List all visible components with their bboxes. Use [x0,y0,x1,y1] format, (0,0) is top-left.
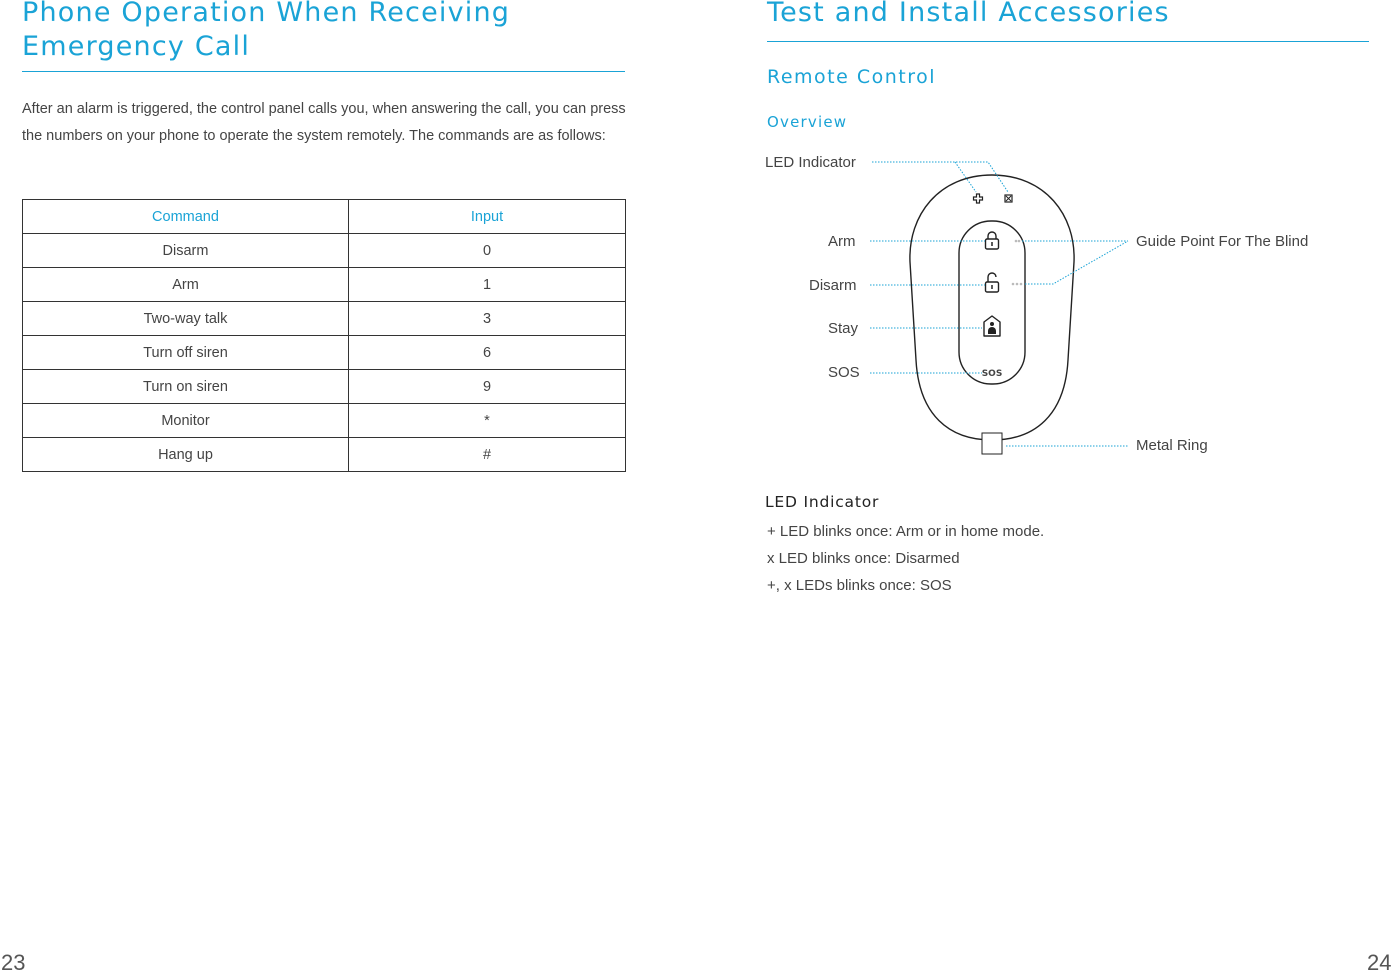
right-page-title: Test and Install Accessories [767,0,1170,28]
table-cell-command: Turn on siren [23,370,349,404]
metal-ring [982,433,1002,454]
table-cell-command: Monitor [23,404,349,438]
led-plus-icon [974,194,983,203]
leader-lines [870,162,1128,446]
page-number-left: 23 [1,950,26,975]
led-line: +, x LEDs blinks once: SOS [767,577,952,594]
guide-point-dots [1012,240,1023,286]
table-cell-input: # [349,438,626,472]
label-guide-point: Guide Point For The Blind [1136,233,1309,250]
leader-led-indicator [872,162,1008,192]
intro-paragraph: After an alarm is triggered, the control panel calls you, when answering the call, you can press the numbers on your phone to operate the system remotely. The commands are as follows: [22,101,626,144]
stay-button-home-icon [984,316,1000,336]
table-header-command: Command [23,200,349,234]
leader-guide-point-disarm [1025,241,1128,284]
table-cell-command: Arm [23,268,349,302]
left-page-title-line1: Phone Operation When Receiving [22,0,511,28]
led-indicator-heading: LED Indicator [765,493,880,511]
table-cell-input: 6 [349,336,626,370]
table-cell-input: * [349,404,626,438]
label-sos: SOS [828,364,860,381]
table-cell-input: 9 [349,370,626,404]
arm-button-lock-icon [986,232,999,249]
led-x-icon [1005,195,1012,202]
table-cell-input: 3 [349,302,626,336]
table-cell-input: 0 [349,234,626,268]
led-line: x LED blinks once: Disarmed [767,550,960,567]
label-led-indicator: LED Indicator [765,154,856,171]
table-header-input: Input [349,200,626,234]
label-stay: Stay [828,320,859,337]
table-cell-command: Disarm [23,234,349,268]
sos-button-label: SOS [981,369,1003,379]
table-cell-input: 1 [349,268,626,302]
label-disarm: Disarm [809,277,857,294]
led-line: + LED blinks once: Arm or in home mode. [767,523,1045,540]
section-heading-remote-control: Remote Control [767,66,937,88]
left-page-title-line2: Emergency Call [22,31,251,62]
table-cell-command: Turn off siren [23,336,349,370]
page-number-right: 24 [1367,950,1392,975]
remote-body-outline [910,175,1074,440]
subsection-heading-overview: Overview [767,113,848,131]
disarm-button-unlock-icon [986,273,999,292]
table-cell-command: Hang up [23,438,349,472]
label-metal-ring: Metal Ring [1136,437,1208,454]
table-cell-command: Two-way talk [23,302,349,336]
label-arm: Arm [828,233,856,250]
